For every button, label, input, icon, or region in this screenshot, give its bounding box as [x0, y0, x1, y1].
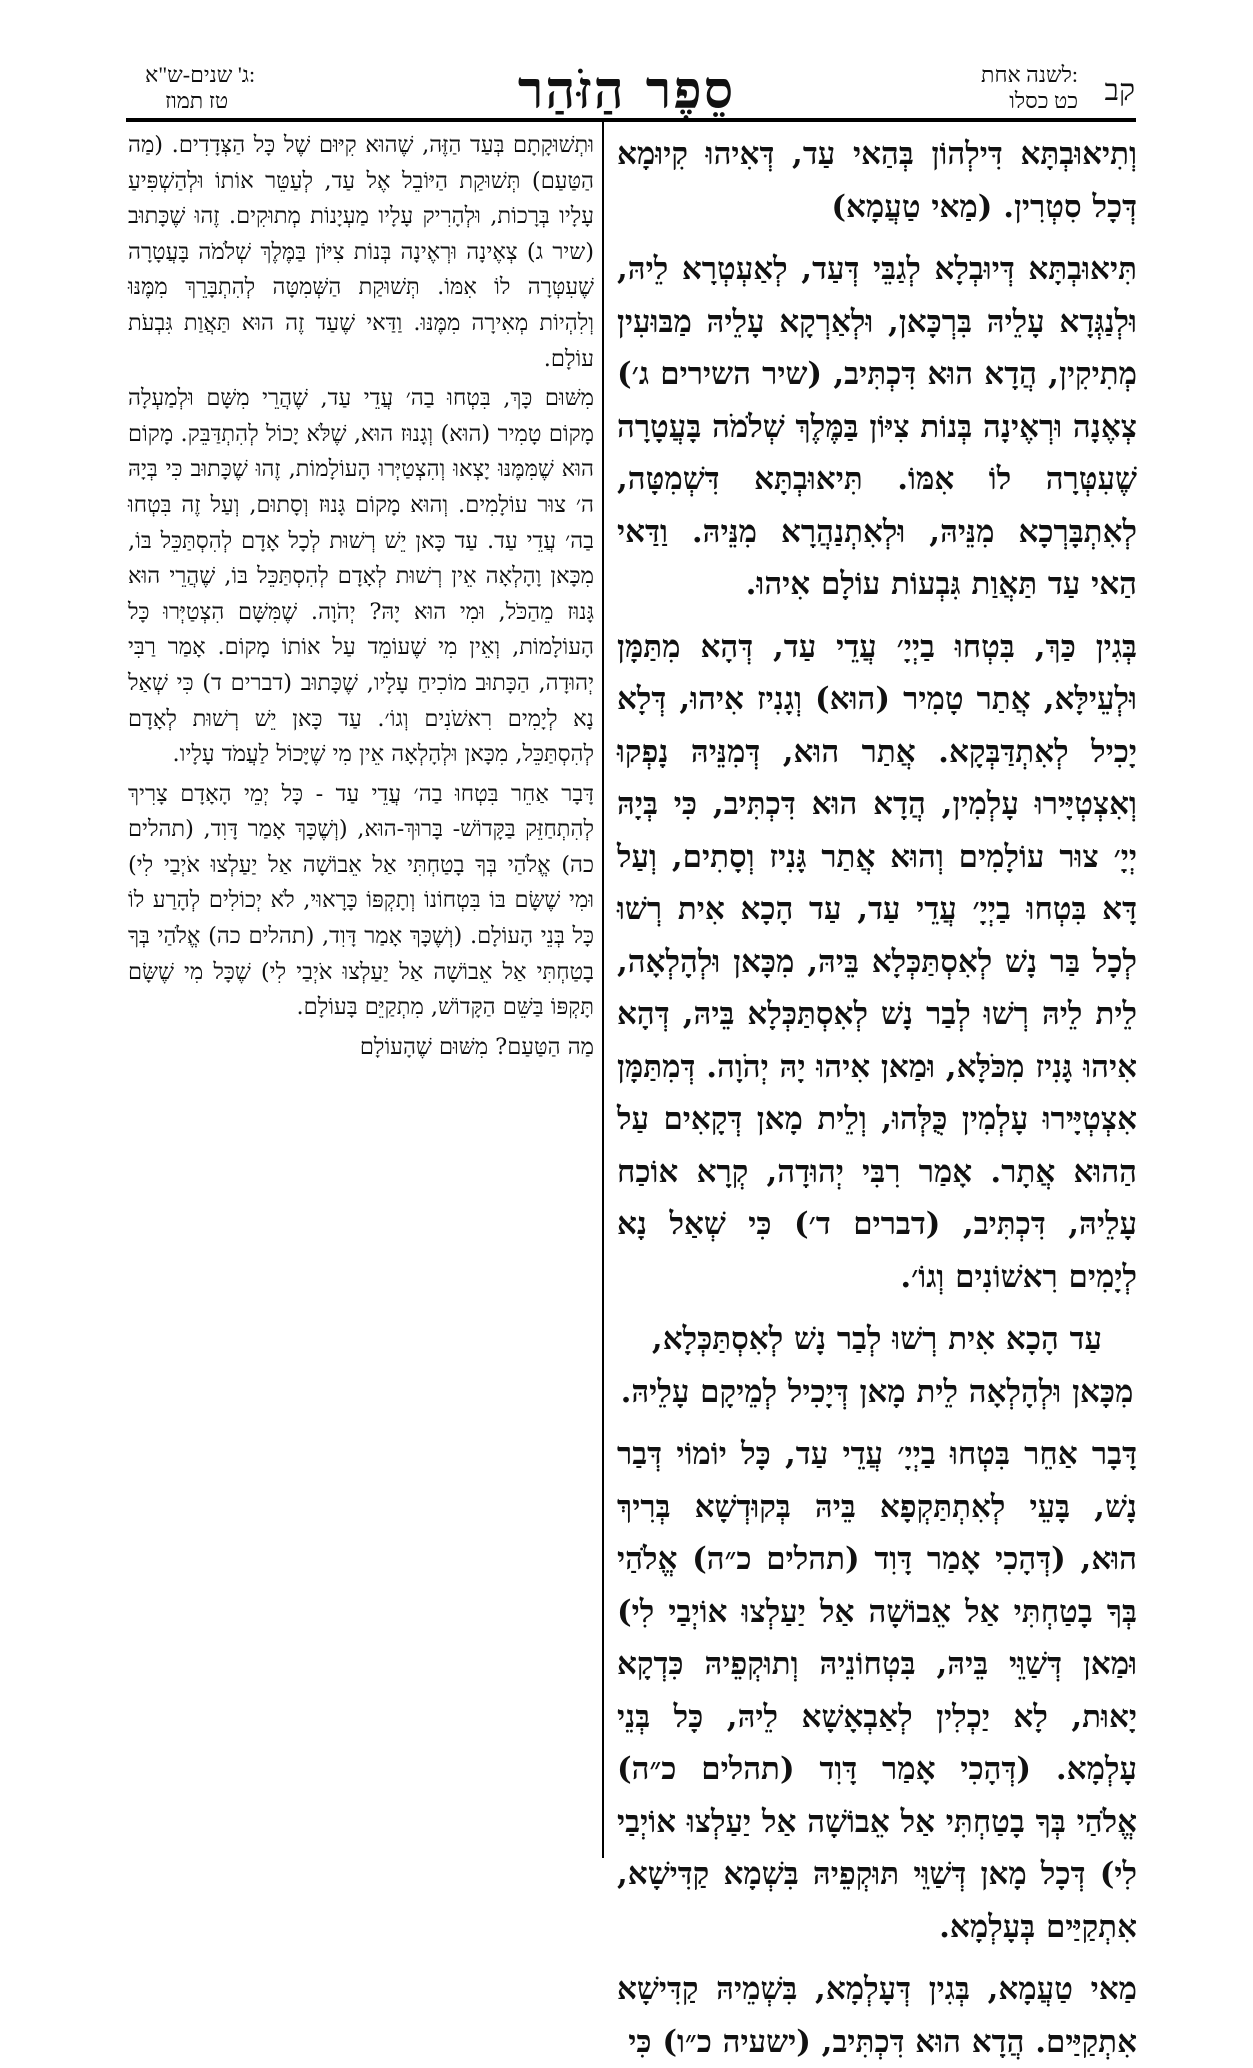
- main-paragraph: מַאי טַעֲמָא, בְּגִין דְּעָלְמָא, בִּשְׁמֵיהּ קַדִּישָׁא אִתְקַיַּים. הֲדָא הוּא דִּכְתִּיב, (ישעיה כ״ו) כִּי: [617, 1971, 1137, 2060]
- reading-schedule-three-years: ג' שנים-ש"א:: [145, 62, 256, 87]
- aramaic-text-column: [616, 128, 1137, 2060]
- page-number: קב: [1104, 74, 1135, 107]
- main-paragraph: דָּבָר אַחֵר בִּטְחוּ בַיְיָ׳ עֲדֵי עַד, כָּל יוֹמוֹי דְּבַר נָשׁ, בָּעֵי לְאִתְתַּקְפָא בֵּיהּ בְּקוּדְשָׁא בְּרִיךְ הוּא, (דְּהָכִי אָמַר דָּוִד (תהלים כ״ה) אֱלֹהַי בְּךָ בָטַחְתִּי אַל אֵבוֹשָׁה אַל יַעַלְצוּ אוֹיְבַי לִי) וּמַאן דְּשַׁוֵּי בֵּיהּ, בִּטְחוֹנֵיהּ וְתוּקְפֵיהּ כִּדְקָא יָאוּת, לָא יַכְלִין לְאַבְאָשָׁא לֵיהּ, כָּל בְּנֵי עָלְמָא. (דְּהָכִי אָמַר דָּוִד (תהלים כ״ה) אֱלֹהַי בְּךָ בָטַחְתִּי אַל אֵבוֹשָׁה אַל יַעַלְצוּ אוֹיְבַי לִי) דְּכָל מָאן דְּשַׁוֵּי תּוּקְפֵיהּ בִּשְׁמָא קַדִּישָׁא, אִתְקַיַּים בְּעָלְמָא.: [617, 1436, 1137, 1945]
- main-paragraph: עַד הָכָא אִית רְשׁוּ לְבַר נָשׁ לְאִסְתַּכְּלָא, מִכָּאן וּלְהָלְאָה לֵית מָאן דְּיָכִיל לְמֵיקָם עָלֵיהּ.: [620, 1321, 1134, 1410]
- page-header: [0, 60, 1253, 122]
- reading-date-three-years: טז תמוז: [165, 88, 229, 113]
- header-rule: [126, 118, 1136, 122]
- main-paragraph: בְּגִין כַּךְ, בִּטְחוּ בַיְיָ׳ עֲדֵי עַד, דְּהָא מִתַּמָּן וּלְעֵילָּא, אֲתַר טָמִיר (הוּא) וְגָנִיז אִיהוּ, דְּלָא יָכִיל לְאִתְדַּבְּקָא. אֲתַר הוּא, דְּמִנֵּיהּ נָפְקוּ וְאִצְטְיָּירוּ עָלְמִין, הֲדָא הוּא דִּכְתִּיב, כִּי בְּיָהּ יְיָ׳ צוּר עוֹלָמִים וְהוּא אֲתַר גָּנִיז וְסָתִים, וְעַל דָּא בִּטְחוּ בַיְיָ׳ עֲדֵי עַד, עַד הָכָא אִית רְשׁוּ לְכָל בַּר נָשׁ לְאִסְתַּכְּלָא בֵּיהּ, מִכָּאן וּלְהָלְאָה, לֵית לֵיהּ רְשׁוּ לְבַר נָשׁ לְאִסְתַּכְּלָא בֵּיהּ, דְּהָא אִיהוּ גָּנִיז מִכֹּלָּא, וּמַאן אִיהוּ יָהּ יְהֹוָה. דְּמִתַּמָּן אִצְטְיָּירוּ עָלְמִין כֻּלְּהוּ, וְלֵית מָאן דְּקָאִים עַל הַהוּא אֲתָר. אָמַר רִבִּי יְהוּדָה, קְרָא אוֹכַח עָלֵיהּ, דִּכְתִּיב, (דברים ד׳) כִּי שְׁאַל נָא לְיָמִים רִאשׁוֹנִים וְגוֹ׳.: [616, 628, 1137, 1295]
- side-paragraph: וּתְשׁוּקָתָם בְּעַד הַזֶּה, שֶׁהוּא קִיּוּם שֶׁל כָּל הַצְּדָדִים. (מַה הַטַּעַם) תְּשׁוּקַת הַיּוֹבֵל אֶל עַד, לְעַטֵּר אוֹתוֹ וּלְהַשְׁפִּיעַ עָלָיו בְּרָכוֹת, וּלְהָרִיק עָלָיו מַעְיָנוֹת מְתוּקִים. זֶהוּ שֶׁכָּתוּב (שיר ג) צְאֶינָה וּרְאֶינָה בְּנוֹת צִיּוֹן בַּמֶּלֶךְ שְׁלֹמֹה בָּעֲטָרָה שֶׁעִטְּרָה לוֹ אִמּוֹ. תְּשׁוּקַת הַשְּׁמִטָּה לְהִתְבָּרֵךְ מִמֶּנּוּ וְלִהְיוֹת מְאִירָה מִמֶּנּוּ. וַדַּאי שֶׁעַד זֶה הוּא תַּאֲוַת גִּבְעֹת עוֹלָם.: [128, 132, 594, 372]
- side-paragraph: מַה הַטַּעַם? מִשּׁוּם שֶׁהָעוֹלָם: [359, 1033, 594, 1060]
- main-paragraph: תִּיאוּבְתָּא דְּיוּבְלָא לְגַבֵּי דְּעַד, לְאַעְטְרָא לֵיהּ, וּלְנַגְּדָא עָלֵיהּ בִּרְכָּאן, וּלְאַרְקָא עָלֵיהּ מַבּוּעִין מְתִיקִין, הֲדָא הוּא דִּכְתִּיב, (שיר השירים ג׳) צְאֶנָה וּרְאֶינָה בְּנוֹת צִיּוֹן בַּמֶּלֶךְ שְׁלֹמֹה בָּעֲטָרָה שֶׁעִטְּרָה לוֹ אִמּוֹ. תִּיאוּבְתָּא דִּשְׁמִטָּה, לְאִתְבָּרְכָא מִנֵּיהּ, וּלְאִתְנַהֲרָא מִנֵּיהּ. וַדַּאי הַאי עַד תַּאֲוַת גִּבְעוֹת עוֹלָם אִיהוּ.: [617, 251, 1137, 602]
- side-paragraph: דָּבָר אַחֵר בִּטְחוּ בַה׳ עֲדֵי עַד - כָּל יְמֵי הָאָדָם צָרִיךְ לְהִתְחַזֵּק בַּקָּדוֹשׁ- בָּרוּךְ-הוּא, (וְשֶׁכָּךְ אָמַר דָּוִד, (תהלים כה) אֱלֹהַי בְּךָ בָטַחְתִּי אַל אֵבוֹשָׁה אַל יַעַלְצוּ אֹיְבַי לִי) וּמִי שֶׁשָּׂם בּוֹ בִּטְחוֹנוֹ וְתָקְפּוֹ כָּרָאוּי, לֹא יְכוֹלִים לְהָרַע לוֹ כָּל בְּנֵי הָעוֹלָם. (וְשֶׁכָּךְ אָמַר דָּוִד, (תהלים כה) אֱלֹהַי בְּךָ בָטַחְתִּי אַל אֵבוֹשָׁה אַל יַעַלְצוּ אֹיְבַי לִי) שֶׁכָּל מִי שֶׁשָּׂם תָּקְפּוֹ בַּשֵּׁם הַקָּדוֹשׁ, מִתְקַיֵּם בָּעוֹלָם.: [128, 780, 594, 1021]
- side-paragraph: מִשּׁוּם כָּךְ, בִּטְחוּ בַה׳ עֲדֵי עַד, שֶׁהֲרֵי מִשָּׁם וּלְמַעְלָה מָקוֹם טָמִיר (הוּא) וְגָנוּז הוּא, שֶׁלֹּא יָכוֹל לְהִתְדַּבֵּק. מָקוֹם הוּא שֶׁמִּמֶּנּוּ יָצְאוּ וְהִצְטַיְּרוּ הָעוֹלָמוֹת, זֶהוּ שֶׁכָּתוּב כִּי בְּיָהּ ה׳ צוּר עוֹלָמִים. וְהוּא מָקוֹם גָּנוּז וְסָתוּם, וְעַל זֶה בִּטְחוּ בַה׳ עֲדֵי עַד. עַד כָּאן יֵשׁ רְשׁוּת לְכָל אָדָם לְהִסְתַּכֵּל בּוֹ, מִכָּאן וָהָלְאָה אֵין רְשׁוּת לְאָדָם לְהִסְתַּכֵּל בּוֹ, שֶׁהֲרֵי הוּא גָּנוּז מֵהַכֹּל, וּמִי הוּא יָהּ? יְהֹוָה. שֶׁמִּשָּׁם הִצְטַיְּרוּ כָּל הָעוֹלָמוֹת, וְאֵין מִי שֶׁעוֹמֵד עַל אוֹתוֹ מָקוֹם. אָמַר רַבִּי יְהוּדָה, הַכָּתוּב מוֹכִיחַ עָלָיו, שֶׁכָּתוּב (דברים ד) כִּי שְׁאַל נָא לְיָמִים רִאשֹׁנִים וְגוֹ׳. עַד כָּאן יֵשׁ רְשׁוּת לְאָדָם לְהִסְתַּכֵּל, מִכָּאן וּלְהָלְאָה אֵין מִי שֶׁיָּכוֹל לַעֲמֹד עָלָיו.: [128, 385, 594, 768]
- book-title: סֵפֶר הַזֹּהַר: [517, 60, 736, 121]
- reading-schedule-one-year: לשנה אחת:: [981, 62, 1078, 87]
- main-paragraph: וְתִיאוּבְתָּא דִּילְהוֹן בְּהַאי עַד, דְּאִיהוּ קִיוּמָא דְּכָל סִטְרִין. (מַאי טַעֲמָא): [617, 136, 1137, 225]
- reading-date-one-year: כט כסלו: [1009, 88, 1078, 113]
- hebrew-translation-column: [128, 128, 594, 1858]
- column-divider: [602, 122, 604, 1858]
